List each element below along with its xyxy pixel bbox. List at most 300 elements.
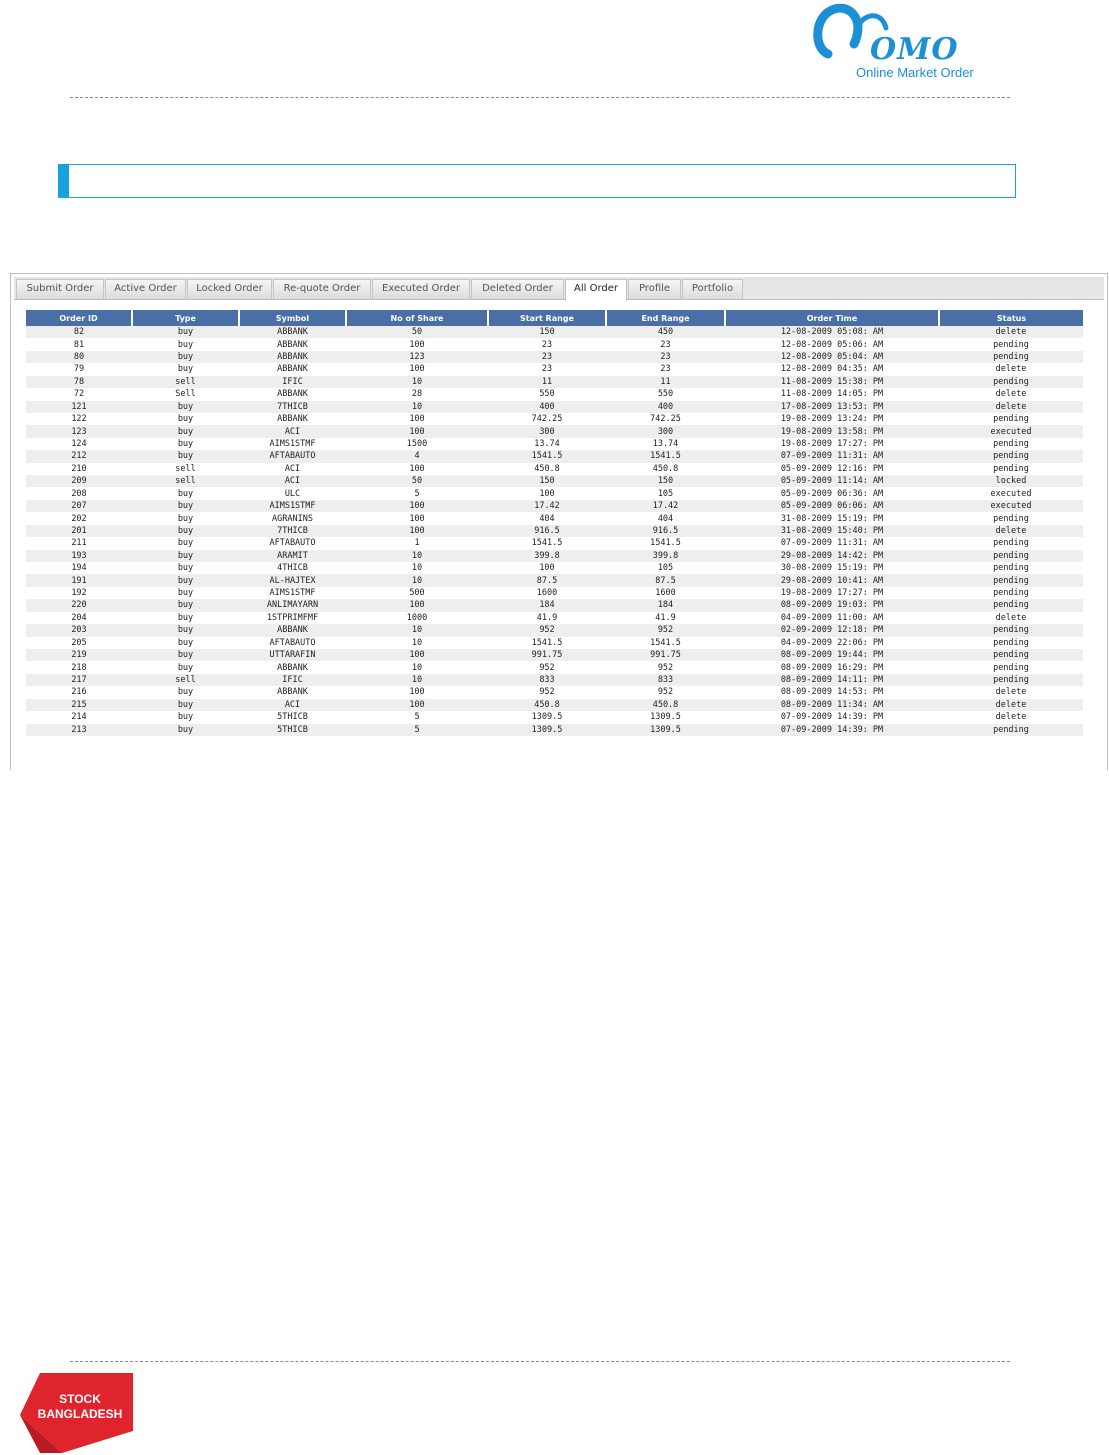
brand-line-1: STOCK xyxy=(59,1392,101,1406)
cell-start-range: 150 xyxy=(488,475,606,487)
cell-status: pending xyxy=(939,624,1083,636)
tab-deleted-order[interactable]: Deleted Order xyxy=(471,279,564,299)
cell-order-time: 07-09-2009 14:39: PM xyxy=(725,711,939,723)
cell-symbol: ABBANK xyxy=(239,388,346,400)
cell-end-range: 916.5 xyxy=(606,525,725,537)
table-row xyxy=(26,413,1083,425)
cell-type: buy xyxy=(132,487,239,499)
cell-order-id: 210 xyxy=(26,463,132,475)
column-header-end-range: End Range xyxy=(606,310,725,326)
cell-no-of-share: 50 xyxy=(346,326,488,338)
cell-symbol: ABBANK xyxy=(239,686,346,698)
cell-order-id: 203 xyxy=(26,624,132,636)
column-header-start-range: Start Range xyxy=(488,310,606,326)
cell-start-range: 1541.5 xyxy=(488,537,606,549)
table-row xyxy=(26,363,1083,375)
cell-no-of-share: 10 xyxy=(346,550,488,562)
cell-end-range: 23 xyxy=(606,351,725,363)
cell-status: pending xyxy=(939,724,1083,736)
cell-order-time: 08-09-2009 11:34: AM xyxy=(725,699,939,711)
cell-order-time: 19-08-2009 17:27: PM xyxy=(725,438,939,450)
cell-end-range: 11 xyxy=(606,376,725,388)
table-row xyxy=(26,351,1083,363)
table-row xyxy=(26,674,1083,686)
cell-status: pending xyxy=(939,674,1083,686)
cell-end-range: 105 xyxy=(606,562,725,574)
cell-status: delete xyxy=(939,612,1083,624)
cell-symbol: ABBANK xyxy=(239,363,346,375)
cell-symbol: 7THICB xyxy=(239,401,346,413)
cell-no-of-share: 5 xyxy=(346,487,488,499)
cell-start-range: 300 xyxy=(488,425,606,437)
cell-end-range: 23 xyxy=(606,338,725,350)
cell-type: buy xyxy=(132,637,239,649)
table-row xyxy=(26,338,1083,350)
table-row xyxy=(26,450,1083,462)
table-row xyxy=(26,574,1083,586)
cell-order-time: 08-09-2009 19:44: PM xyxy=(725,649,939,661)
cell-order-id: 201 xyxy=(26,525,132,537)
cell-order-id: 213 xyxy=(26,724,132,736)
cell-symbol: IFIC xyxy=(239,674,346,686)
cell-start-range: 1541.5 xyxy=(488,637,606,649)
cell-order-time: 05-09-2009 12:16: PM xyxy=(725,463,939,475)
cell-symbol: IFIC xyxy=(239,376,346,388)
cell-symbol: ACI xyxy=(239,425,346,437)
cell-symbol: AFTABAUTO xyxy=(239,537,346,549)
table-row xyxy=(26,401,1083,413)
header-divider xyxy=(70,97,1010,98)
tab-submit-order[interactable]: Submit Order xyxy=(16,279,104,299)
cell-no-of-share: 28 xyxy=(346,388,488,400)
cell-end-range: 450 xyxy=(606,326,725,338)
cell-symbol: 7THICB xyxy=(239,525,346,537)
cell-no-of-share: 10 xyxy=(346,674,488,686)
cell-order-time: 12-08-2009 05:08: AM xyxy=(725,326,939,338)
cell-order-time: 11-08-2009 15:38: PM xyxy=(725,376,939,388)
cell-order-time: 11-08-2009 14:05: PM xyxy=(725,388,939,400)
cell-end-range: 105 xyxy=(606,487,725,499)
cell-status: executed xyxy=(939,425,1083,437)
tab-profile[interactable]: Profile xyxy=(628,279,681,299)
logo-tagline: Online Market Order xyxy=(856,65,974,80)
tab-portfolio[interactable]: Portfolio xyxy=(682,279,743,299)
cell-end-range: 150 xyxy=(606,475,725,487)
footer-divider xyxy=(70,1361,1010,1362)
cell-no-of-share: 100 xyxy=(346,425,488,437)
cell-order-id: 214 xyxy=(26,711,132,723)
column-header-order-id: Order ID xyxy=(26,310,132,326)
cell-order-time: 31-08-2009 15:19: PM xyxy=(725,512,939,524)
table-row xyxy=(26,438,1083,450)
cell-type: buy xyxy=(132,612,239,624)
cell-type: buy xyxy=(132,351,239,363)
cell-start-range: 87.5 xyxy=(488,574,606,586)
orders-table-header xyxy=(26,310,1083,326)
cell-end-range: 952 xyxy=(606,661,725,673)
cell-end-range: 450.8 xyxy=(606,463,725,475)
cell-order-id: 212 xyxy=(26,450,132,462)
cell-status: pending xyxy=(939,537,1083,549)
cell-order-time: 30-08-2009 15:19: PM xyxy=(725,562,939,574)
cell-no-of-share: 1 xyxy=(346,537,488,549)
cell-order-id: 123 xyxy=(26,425,132,437)
cell-status: pending xyxy=(939,351,1083,363)
table-row xyxy=(26,711,1083,723)
table-row xyxy=(26,475,1083,487)
cell-order-time: 04-09-2009 22:06: PM xyxy=(725,637,939,649)
cell-symbol: AFTABAUTO xyxy=(239,450,346,462)
cell-status: pending xyxy=(939,463,1083,475)
tab-locked-order[interactable]: Locked Order xyxy=(187,279,272,299)
table-row xyxy=(26,487,1083,499)
cell-type: buy xyxy=(132,649,239,661)
cell-symbol: ABBANK xyxy=(239,351,346,363)
cell-order-time: 19-08-2009 13:24: PM xyxy=(725,413,939,425)
cell-status: pending xyxy=(939,376,1083,388)
cell-order-time: 08-09-2009 14:53: PM xyxy=(725,686,939,698)
cell-no-of-share: 500 xyxy=(346,587,488,599)
cell-start-range: 23 xyxy=(488,363,606,375)
cell-type: buy xyxy=(132,624,239,636)
cell-type: buy xyxy=(132,599,239,611)
cell-status: pending xyxy=(939,550,1083,562)
table-row xyxy=(26,525,1083,537)
cell-symbol: ACI xyxy=(239,699,346,711)
cell-order-id: 121 xyxy=(26,401,132,413)
table-row xyxy=(26,512,1083,524)
table-row xyxy=(26,649,1083,661)
cell-symbol: ABBANK xyxy=(239,326,346,338)
cell-order-id: 124 xyxy=(26,438,132,450)
cell-start-range: 399.8 xyxy=(488,550,606,562)
cell-order-time: 19-08-2009 13:58: PM xyxy=(725,425,939,437)
cell-symbol: AIMS1STMF xyxy=(239,500,346,512)
cell-status: delete xyxy=(939,686,1083,698)
orders-panel xyxy=(10,273,1108,770)
cell-type: buy xyxy=(132,699,239,711)
table-row xyxy=(26,376,1083,388)
table-row xyxy=(26,661,1083,673)
cell-status: pending xyxy=(939,599,1083,611)
cell-start-range: 400 xyxy=(488,401,606,413)
cell-start-range: 404 xyxy=(488,512,606,524)
cell-end-range: 952 xyxy=(606,686,725,698)
cell-no-of-share: 10 xyxy=(346,562,488,574)
cell-order-id: 194 xyxy=(26,562,132,574)
cell-no-of-share: 1000 xyxy=(346,612,488,624)
table-row xyxy=(26,537,1083,549)
cell-end-range: 1541.5 xyxy=(606,450,725,462)
cell-type: buy xyxy=(132,550,239,562)
cell-symbol: 5THICB xyxy=(239,711,346,723)
section-title-bar xyxy=(58,164,1016,198)
table-row xyxy=(26,686,1083,698)
cell-no-of-share: 5 xyxy=(346,724,488,736)
cell-no-of-share: 4 xyxy=(346,450,488,462)
cell-order-id: 82 xyxy=(26,326,132,338)
cell-order-time: 07-09-2009 11:31: AM xyxy=(725,537,939,549)
cell-no-of-share: 100 xyxy=(346,413,488,425)
cell-start-range: 17.42 xyxy=(488,500,606,512)
cell-no-of-share: 100 xyxy=(346,525,488,537)
cell-start-range: 952 xyxy=(488,661,606,673)
cell-end-range: 1309.5 xyxy=(606,724,725,736)
table-row xyxy=(26,326,1083,338)
cell-no-of-share: 100 xyxy=(346,699,488,711)
cell-order-id: 192 xyxy=(26,587,132,599)
cell-order-id: 207 xyxy=(26,500,132,512)
cell-type: buy xyxy=(132,363,239,375)
tab-active-order[interactable]: Active Order xyxy=(105,279,186,299)
cell-status: executed xyxy=(939,487,1083,499)
cell-order-id: 202 xyxy=(26,512,132,524)
cell-order-id: 204 xyxy=(26,612,132,624)
cell-order-id: 220 xyxy=(26,599,132,611)
cell-start-range: 450.8 xyxy=(488,699,606,711)
cell-no-of-share: 100 xyxy=(346,512,488,524)
brand-text xyxy=(34,1392,126,1422)
cell-end-range: 23 xyxy=(606,363,725,375)
cell-status: pending xyxy=(939,661,1083,673)
cell-end-range: 41.9 xyxy=(606,612,725,624)
cell-symbol: AFTABAUTO xyxy=(239,637,346,649)
cell-order-time: 05-09-2009 11:14: AM xyxy=(725,475,939,487)
cell-no-of-share: 10 xyxy=(346,376,488,388)
cell-start-range: 100 xyxy=(488,562,606,574)
cell-type: buy xyxy=(132,574,239,586)
cell-status: pending xyxy=(939,413,1083,425)
cell-type: buy xyxy=(132,587,239,599)
table-row xyxy=(26,699,1083,711)
cell-end-range: 550 xyxy=(606,388,725,400)
cell-type: sell xyxy=(132,463,239,475)
cell-symbol: ACI xyxy=(239,475,346,487)
cell-start-range: 952 xyxy=(488,686,606,698)
cell-end-range: 17.42 xyxy=(606,500,725,512)
cell-end-range: 13.74 xyxy=(606,438,725,450)
table-row xyxy=(26,562,1083,574)
cell-start-range: 13.74 xyxy=(488,438,606,450)
cell-start-range: 23 xyxy=(488,338,606,350)
brand-line-2: BANGLADESH xyxy=(37,1407,123,1421)
cell-symbol: UTTARAFIN xyxy=(239,649,346,661)
cell-order-time: 12-08-2009 04:35: AM xyxy=(725,363,939,375)
cell-type: buy xyxy=(132,661,239,673)
cell-order-time: 17-08-2009 13:53: PM xyxy=(725,401,939,413)
cell-order-time: 12-08-2009 05:06: AM xyxy=(725,338,939,350)
cell-end-range: 300 xyxy=(606,425,725,437)
cell-start-range: 952 xyxy=(488,624,606,636)
cell-symbol: AL-HAJTEX xyxy=(239,574,346,586)
cell-end-range: 952 xyxy=(606,624,725,636)
cell-status: delete xyxy=(939,363,1083,375)
cell-start-range: 1600 xyxy=(488,587,606,599)
cell-status: pending xyxy=(939,512,1083,524)
cell-order-id: 80 xyxy=(26,351,132,363)
cell-end-range: 833 xyxy=(606,674,725,686)
table-row xyxy=(26,550,1083,562)
tab-executed-order[interactable]: Executed Order xyxy=(372,279,470,299)
cell-start-range: 991.75 xyxy=(488,649,606,661)
cell-type: buy xyxy=(132,562,239,574)
table-row xyxy=(26,612,1083,624)
cell-order-id: 205 xyxy=(26,637,132,649)
cell-start-range: 11 xyxy=(488,376,606,388)
cell-no-of-share: 100 xyxy=(346,500,488,512)
cell-order-id: 81 xyxy=(26,338,132,350)
cell-order-id: 215 xyxy=(26,699,132,711)
cell-start-range: 1309.5 xyxy=(488,724,606,736)
cell-no-of-share: 10 xyxy=(346,661,488,673)
cell-symbol: ABBANK xyxy=(239,413,346,425)
cell-order-id: 78 xyxy=(26,376,132,388)
cell-status: pending xyxy=(939,450,1083,462)
cell-order-id: 72 xyxy=(26,388,132,400)
cell-status: delete xyxy=(939,525,1083,537)
cell-order-time: 08-09-2009 19:03: PM xyxy=(725,599,939,611)
orders-table xyxy=(26,310,1083,736)
cell-start-range: 23 xyxy=(488,351,606,363)
cell-end-range: 1541.5 xyxy=(606,537,725,549)
column-header-symbol: Symbol xyxy=(239,310,346,326)
cell-symbol: AIMS1STMF xyxy=(239,587,346,599)
cell-type: buy xyxy=(132,500,239,512)
cell-no-of-share: 100 xyxy=(346,363,488,375)
cell-type: Sell xyxy=(132,388,239,400)
cell-order-time: 08-09-2009 16:29: PM xyxy=(725,661,939,673)
cell-start-range: 1309.5 xyxy=(488,711,606,723)
cell-order-time: 02-09-2009 12:18: PM xyxy=(725,624,939,636)
column-header-no-of-share: No of Share xyxy=(346,310,488,326)
cell-symbol: ULC xyxy=(239,487,346,499)
cell-start-range: 41.9 xyxy=(488,612,606,624)
cell-no-of-share: 100 xyxy=(346,463,488,475)
cell-type: buy xyxy=(132,338,239,350)
cell-status: pending xyxy=(939,574,1083,586)
cell-type: sell xyxy=(132,475,239,487)
column-header-type: Type xyxy=(132,310,239,326)
tab-all-order[interactable]: All Order xyxy=(565,279,627,301)
cell-order-time: 12-08-2009 05:04: AM xyxy=(725,351,939,363)
cell-status: locked xyxy=(939,475,1083,487)
column-header-order-time: Order Time xyxy=(725,310,939,326)
cell-no-of-share: 10 xyxy=(346,637,488,649)
column-header-status: Status xyxy=(939,310,1083,326)
cell-status: pending xyxy=(939,637,1083,649)
cell-status: pending xyxy=(939,562,1083,574)
cell-no-of-share: 10 xyxy=(346,624,488,636)
cell-symbol: ABBANK xyxy=(239,661,346,673)
table-row xyxy=(26,587,1083,599)
cell-start-range: 916.5 xyxy=(488,525,606,537)
cell-status: pending xyxy=(939,587,1083,599)
cell-end-range: 399.8 xyxy=(606,550,725,562)
cell-order-time: 05-09-2009 06:36: AM xyxy=(725,487,939,499)
cell-no-of-share: 100 xyxy=(346,649,488,661)
cell-order-time: 04-09-2009 11:00: AM xyxy=(725,612,939,624)
cell-type: buy xyxy=(132,450,239,462)
cell-status: pending xyxy=(939,438,1083,450)
cell-end-range: 1309.5 xyxy=(606,711,725,723)
cell-no-of-share: 123 xyxy=(346,351,488,363)
cell-order-id: 217 xyxy=(26,674,132,686)
cell-start-range: 184 xyxy=(488,599,606,611)
cell-type: sell xyxy=(132,376,239,388)
cell-order-id: 218 xyxy=(26,661,132,673)
tab-re-quote-order[interactable]: Re-quote Order xyxy=(273,279,371,299)
cell-end-range: 87.5 xyxy=(606,574,725,586)
cell-status: pending xyxy=(939,649,1083,661)
cell-order-id: 211 xyxy=(26,537,132,549)
cell-type: buy xyxy=(132,537,239,549)
cell-order-id: 193 xyxy=(26,550,132,562)
cell-type: buy xyxy=(132,525,239,537)
cell-order-time: 31-08-2009 15:40: PM xyxy=(725,525,939,537)
cell-end-range: 184 xyxy=(606,599,725,611)
cell-start-range: 833 xyxy=(488,674,606,686)
table-row xyxy=(26,624,1083,636)
section-title-accent xyxy=(59,165,69,197)
table-row xyxy=(26,463,1083,475)
cell-start-range: 100 xyxy=(488,487,606,499)
cell-type: buy xyxy=(132,438,239,450)
cell-type: buy xyxy=(132,326,239,338)
cell-status: delete xyxy=(939,401,1083,413)
cell-order-time: 19-08-2009 17:27: PM xyxy=(725,587,939,599)
cell-end-range: 1541.5 xyxy=(606,637,725,649)
cell-symbol: 4THICB xyxy=(239,562,346,574)
cell-order-id: 209 xyxy=(26,475,132,487)
cell-type: buy xyxy=(132,401,239,413)
cell-no-of-share: 100 xyxy=(346,686,488,698)
cell-type: buy xyxy=(132,413,239,425)
cell-end-range: 991.75 xyxy=(606,649,725,661)
cell-end-range: 400 xyxy=(606,401,725,413)
cell-no-of-share: 100 xyxy=(346,338,488,350)
cell-type: buy xyxy=(132,425,239,437)
cell-symbol: ACI xyxy=(239,463,346,475)
cell-start-range: 450.8 xyxy=(488,463,606,475)
tab-bar xyxy=(14,277,1104,300)
cell-status: delete xyxy=(939,699,1083,711)
cell-start-range: 742.25 xyxy=(488,413,606,425)
cell-symbol: ABBANK xyxy=(239,338,346,350)
cell-order-time: 29-08-2009 14:42: PM xyxy=(725,550,939,562)
cell-end-range: 404 xyxy=(606,512,725,524)
cell-order-id: 79 xyxy=(26,363,132,375)
cell-order-id: 191 xyxy=(26,574,132,586)
cell-type: buy xyxy=(132,724,239,736)
cell-order-time: 08-09-2009 14:11: PM xyxy=(725,674,939,686)
cell-no-of-share: 10 xyxy=(346,401,488,413)
cell-order-time: 07-09-2009 14:39: PM xyxy=(725,724,939,736)
table-row xyxy=(26,388,1083,400)
cell-end-range: 742.25 xyxy=(606,413,725,425)
table-row xyxy=(26,599,1083,611)
cell-order-time: 05-09-2009 06:06: AM xyxy=(725,500,939,512)
cell-type: buy xyxy=(132,711,239,723)
omo-logo xyxy=(812,4,992,82)
table-row xyxy=(26,500,1083,512)
orders-table-body xyxy=(26,326,1083,736)
cell-order-id: 208 xyxy=(26,487,132,499)
cell-no-of-share: 1500 xyxy=(346,438,488,450)
cell-type: buy xyxy=(132,512,239,524)
cell-order-time: 29-08-2009 10:41: AM xyxy=(725,574,939,586)
cell-symbol: ANLIMAYARN xyxy=(239,599,346,611)
table-row xyxy=(26,637,1083,649)
